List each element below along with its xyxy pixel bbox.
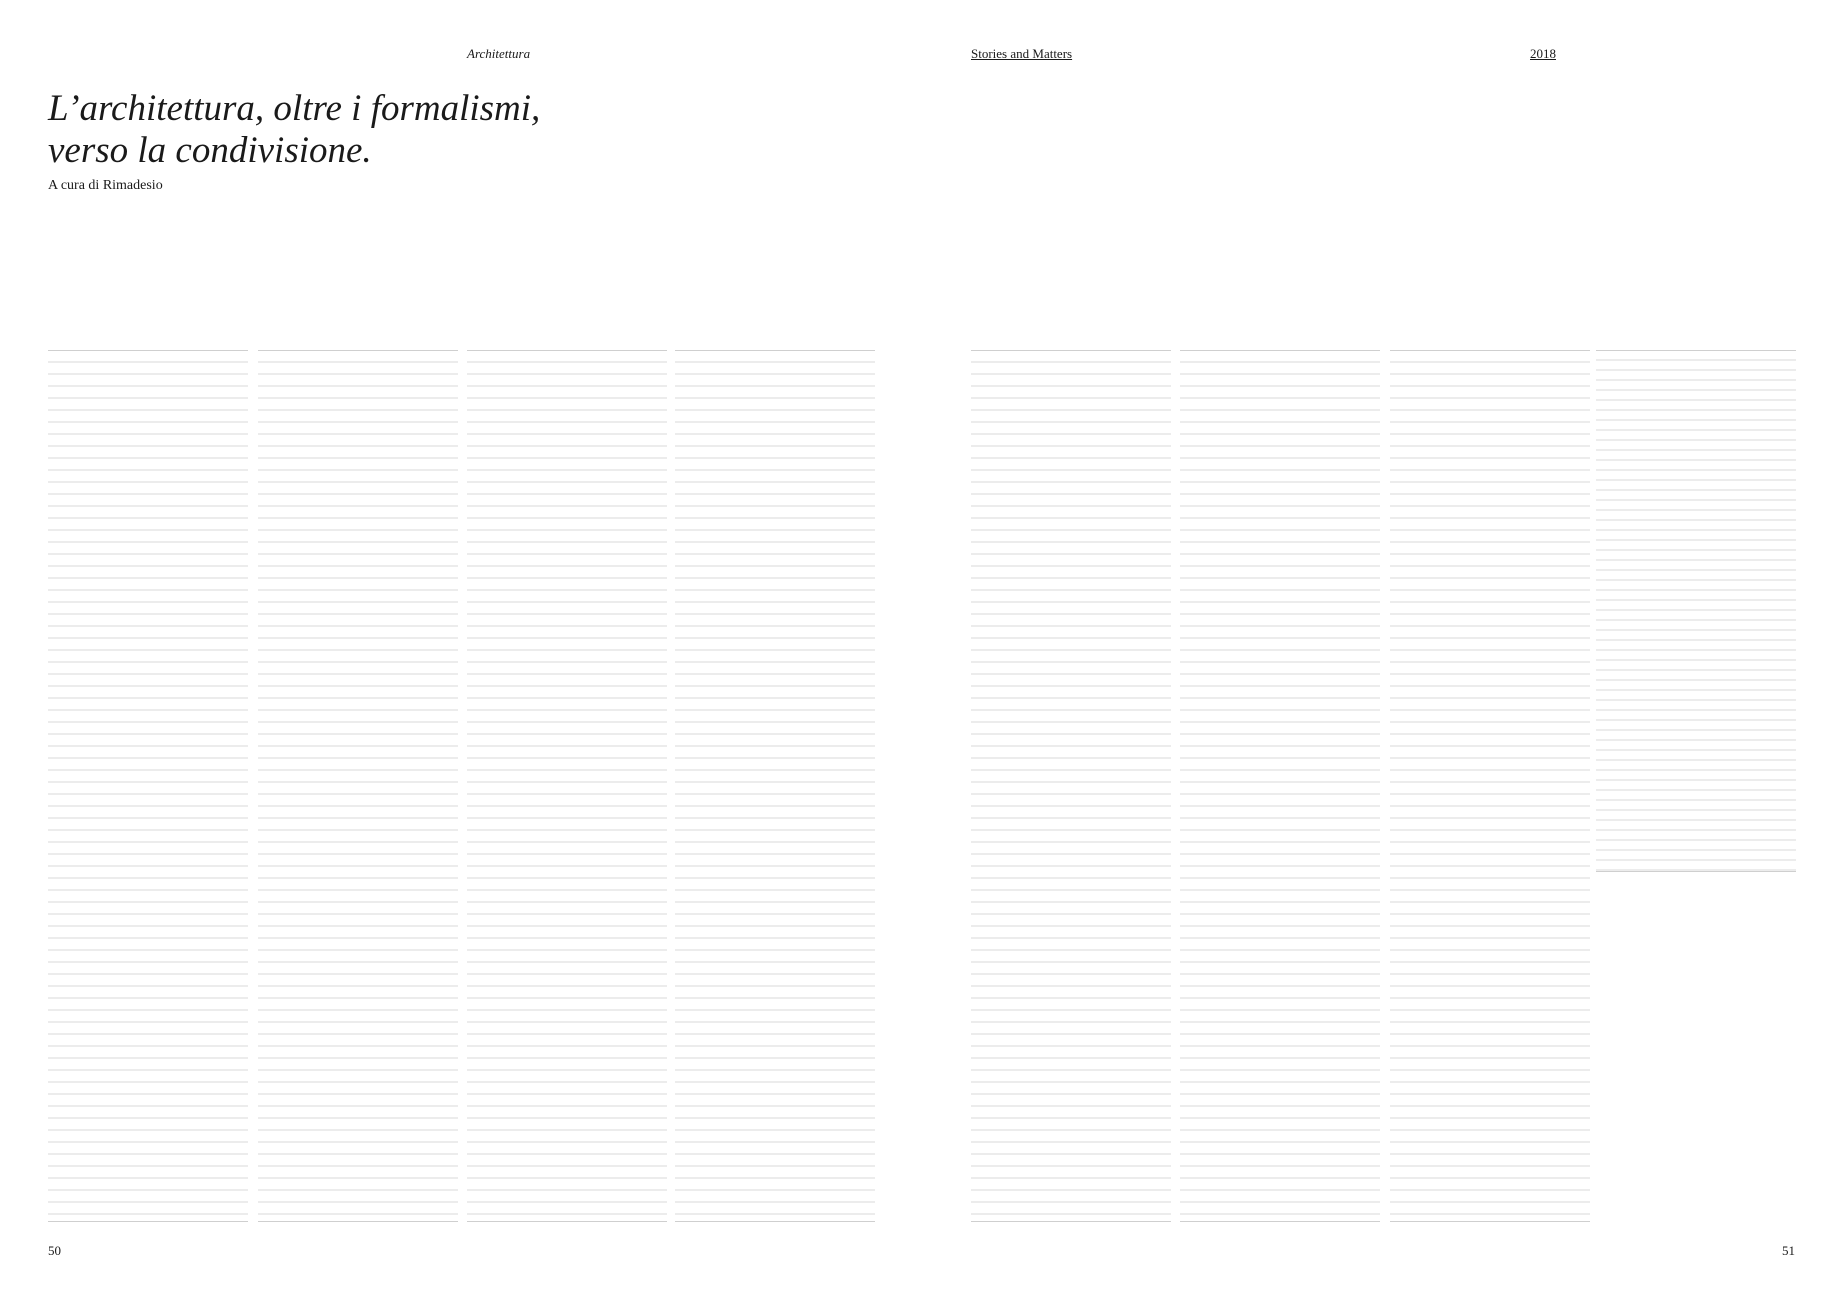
body-column-5 xyxy=(971,350,1171,1220)
page-number-right: 51 xyxy=(1782,1243,1795,1258)
title-line-1: L’architettura, oltre i formalismi, xyxy=(48,88,541,129)
text-placeholder xyxy=(1390,350,1590,1222)
text-placeholder xyxy=(258,350,458,1222)
text-placeholder xyxy=(971,350,1171,1222)
title-line-2: verso la condivisione. xyxy=(48,130,372,171)
body-column-4 xyxy=(675,350,875,1220)
text-placeholder xyxy=(675,350,875,1222)
text-placeholder xyxy=(1180,350,1380,1222)
text-placeholder xyxy=(48,350,248,1222)
byline: A cura di Rimadesio xyxy=(48,178,163,193)
running-head-publication: Stories and Matters xyxy=(971,46,1073,61)
page-number-left: 50 xyxy=(48,1243,61,1258)
footnotes-placeholder xyxy=(1596,350,1796,872)
text-placeholder xyxy=(467,350,667,1222)
body-column-6 xyxy=(1180,350,1380,1220)
body-column-7 xyxy=(1390,350,1590,1220)
running-head-year: 2018 xyxy=(1530,46,1556,61)
footnotes-column xyxy=(1596,350,1796,1220)
body-column-2 xyxy=(258,350,458,1220)
article-title xyxy=(48,88,540,172)
body-column-3 xyxy=(467,350,667,1220)
body-column-1 xyxy=(48,350,248,1220)
running-head-section: Architettura xyxy=(467,46,531,61)
